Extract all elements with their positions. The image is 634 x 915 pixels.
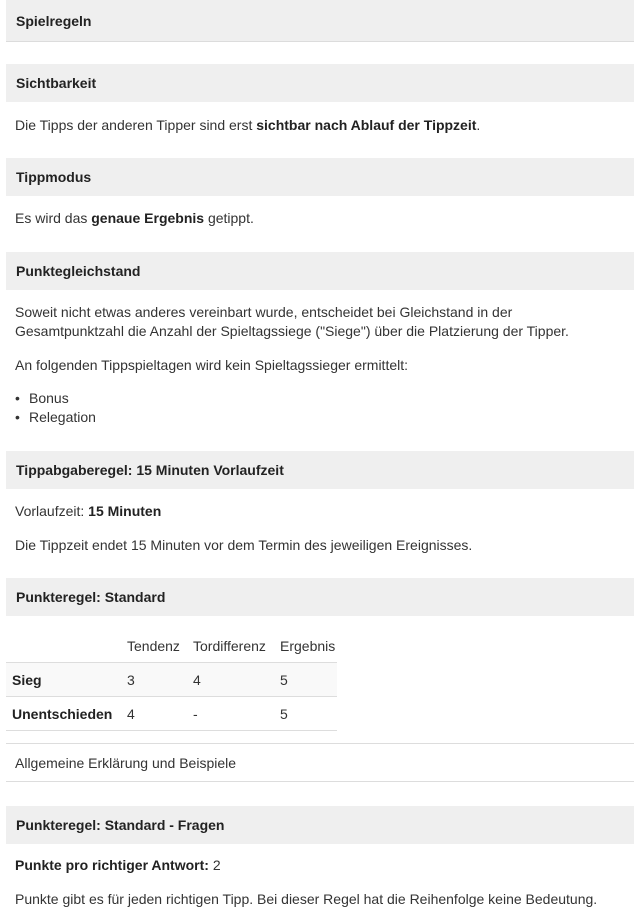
header-tippabgaberegel [6, 451, 634, 489]
section-title: Sichtbarkeit [16, 75, 97, 91]
section-title: Punkteregel: Standard - Fragen [16, 817, 225, 833]
header-punktegleichstand [6, 252, 634, 290]
column-header: Tordifferenz [193, 637, 266, 654]
gleichstand-text-line3: An folgenden Tippspieltagen wird kein Spieltagssieger ermittelt: [15, 357, 409, 373]
explanation-link[interactable]: Allgemeine Erklärung und Beispiele [15, 754, 237, 771]
header-spielregeln [6, 0, 634, 42]
section-title: Punkteregel: Standard [16, 589, 166, 605]
header-punkteregel-standard [6, 578, 634, 616]
sichtbarkeit-text: Die Tipps der anderen Tipper sind erst sichtbar nach Ablauf der Tippzeit. [15, 117, 481, 133]
points-table [6, 629, 337, 731]
table-cell: 5 [274, 697, 337, 731]
column-header: Ergebnis [280, 637, 336, 654]
punkte-pro-antwort-text: Punkte pro richtiger Antwort: 2 [15, 857, 221, 873]
gleichstand-text-line2: Gesamtpunktzahl die Anzahl der Spieltagssiege ("Siege") über die Platzierung der Tipper. [15, 323, 569, 339]
table-cell: 4 [187, 663, 274, 697]
column-header [6, 629, 121, 663]
row-header: Sieg [6, 663, 121, 697]
row-header: Unentschieden [6, 697, 121, 731]
table-cell: 3 [121, 663, 187, 697]
table-cell: - [187, 697, 274, 731]
table-row [6, 697, 337, 731]
page-title: Spielregeln [16, 12, 92, 29]
vorlaufzeit-text: Vorlaufzeit: 15 Minuten [15, 503, 162, 519]
gleichstand-text-line1: Soweit nicht etwas anderes vereinbart wurde, entscheidet bei Gleichstand in der [15, 304, 513, 320]
section-title: Tippmodus [16, 169, 92, 185]
explanation-link-row[interactable] [6, 743, 634, 782]
section-title: Tippabgaberegel: 15 Minuten Vorlaufzeit [16, 462, 284, 478]
tippmodus-text: Es wird das genaue Ergebnis getippt. [15, 210, 254, 226]
section-title: Punktegleichstand [16, 263, 141, 279]
column-header: Tendenz [127, 637, 180, 654]
fragen-text: Punkte gibt es für jeden richtigen Tipp. Bei dieser Regel hat die Reihenfolge keine Bedeutung. [15, 891, 598, 907]
table-row [6, 663, 337, 697]
table-cell: 4 [121, 697, 187, 731]
table-header-row [6, 629, 337, 663]
tippzeit-text: Die Tippzeit endet 15 Minuten vor dem Termin des jeweiligen Ereignisses. [15, 537, 473, 553]
list-item: • Relegation [15, 408, 96, 427]
table-cell: 5 [274, 663, 337, 697]
header-punkteregel-fragen [6, 806, 634, 844]
spieltag-list [15, 389, 96, 427]
header-tippmodus [6, 158, 634, 196]
header-sichtbarkeit [6, 64, 634, 102]
list-item: • Bonus [15, 389, 96, 408]
